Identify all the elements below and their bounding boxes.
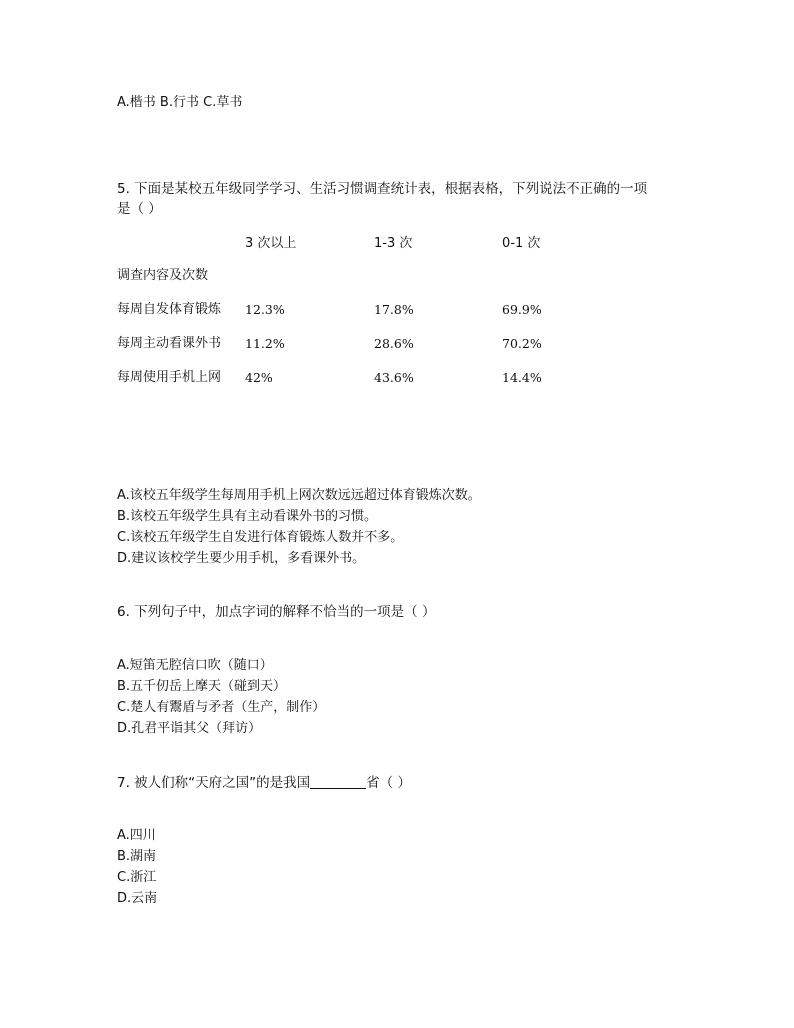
q7-option-c: C.浙江 (117, 870, 157, 885)
q5-stem-line-2: 是（ ） (117, 201, 162, 217)
q4-options: A.楷书 B.行书 C.草书 (117, 95, 243, 110)
q7-option-b: B.湖南 (117, 849, 157, 864)
cell-phone-3-plus: 42% (245, 370, 273, 385)
q5-option-b: B.该校五年级学生具有主动看课外书的习惯。 (117, 509, 378, 524)
cell-exercise-0-1: 69.9% (502, 302, 542, 317)
q6-option-c: C.楚人有鬻盾与矛者（生产，制作） (117, 700, 326, 715)
row-label-reading: 每周主动看课外书 (117, 336, 222, 351)
q7-stem-after: 省（ ） (366, 775, 411, 791)
cell-phone-0-1: 14.4% (502, 370, 542, 385)
q6-stem: 6. 下列句子中，加点字词的解释不恰当的一项是（ ） (117, 604, 436, 620)
q5-stem-line-1: 5. 下面是某校五年级同学学习、生活习惯调查统计表，根据表格，下列说法不正确的一项 (117, 181, 648, 197)
col-header-1-3: 1-3 次 (374, 236, 413, 251)
cell-reading-3-plus: 11.2% (245, 336, 285, 351)
q5-option-d: D.建议该校学生要少用手机，多看课外书。 (117, 551, 366, 566)
q7-answer-blank (310, 774, 366, 789)
q5-option-c: C.该校五年级学生自发进行体育锻炼人数并不多。 (117, 530, 404, 545)
q7-option-d: D.云南 (117, 891, 158, 906)
q6-option-b: B.五千仞岳上摩天（碰到天） (117, 679, 287, 694)
cell-reading-1-3: 28.6% (374, 336, 414, 351)
col-header-3-plus: 3 次以上 (245, 236, 297, 251)
cell-exercise-3-plus: 12.3% (245, 302, 285, 317)
q7-stem-before: 7. 被人们称“天府之国”的是我国 (117, 775, 311, 791)
row-header-label: 调查内容及次数 (117, 268, 209, 283)
q6-option-a: A.短笛无腔信口吹（随口） (117, 658, 273, 673)
q6-option-d: D.孔君平诣其父（拜访） (117, 721, 262, 736)
cell-phone-1-3: 43.6% (374, 370, 414, 385)
row-label-exercise: 每周自发体育锻炼 (117, 302, 222, 317)
q7-stem (117, 773, 411, 793)
q5-option-a: A.该校五年级学生每周用手机上网次数远远超过体育锻炼次数。 (117, 488, 481, 503)
cell-reading-0-1: 70.2% (502, 336, 542, 351)
cell-exercise-1-3: 17.8% (374, 302, 414, 317)
row-label-phone: 每周使用手机上网 (117, 370, 222, 385)
col-header-0-1: 0-1 次 (502, 236, 541, 251)
q7-option-a: A.四川 (117, 828, 156, 843)
